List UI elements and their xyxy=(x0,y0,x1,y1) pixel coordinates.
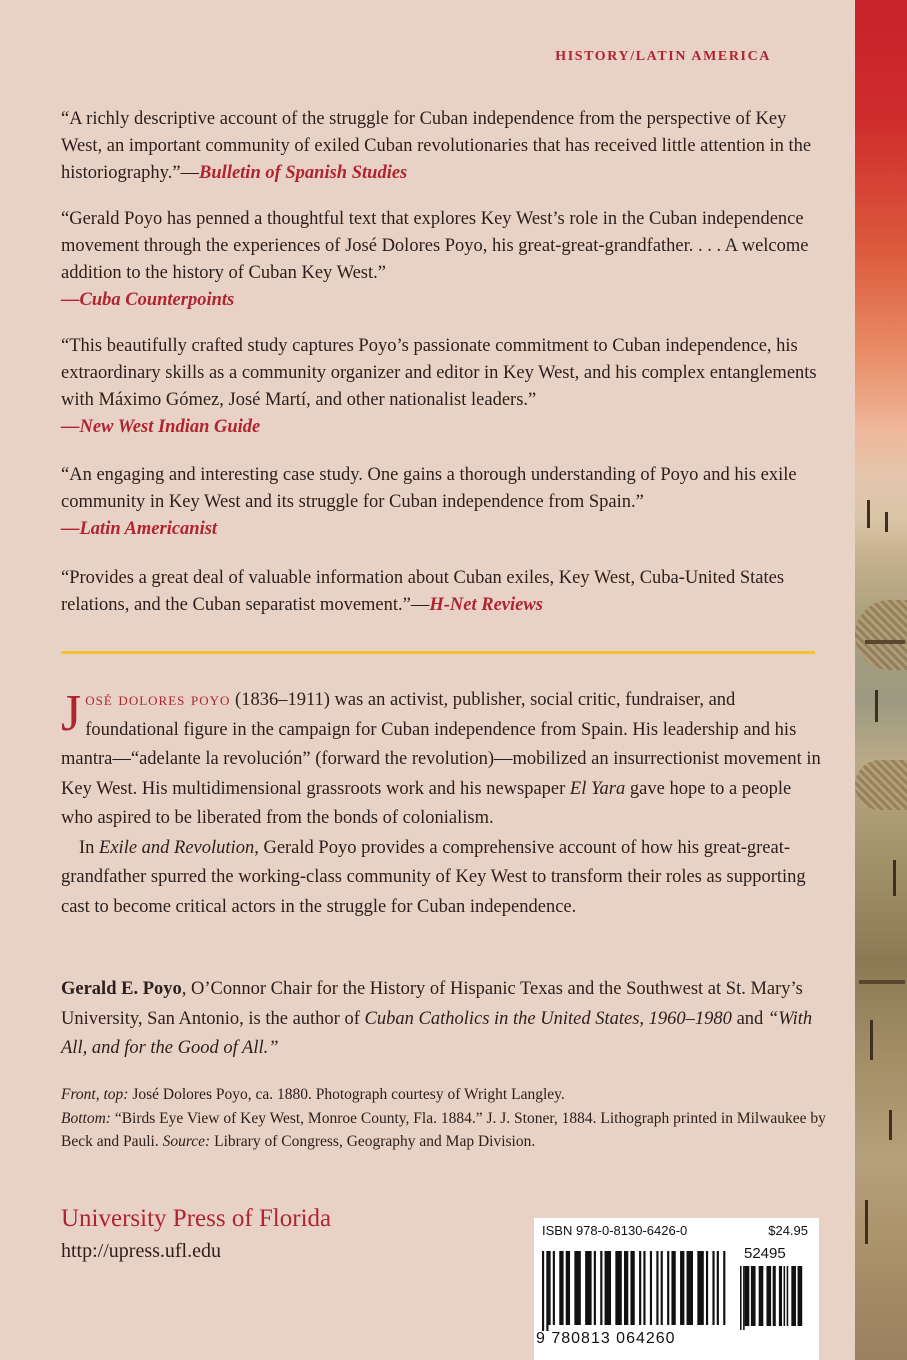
barcode-bar xyxy=(559,1251,563,1325)
drop-cap: J xyxy=(61,685,82,742)
quote-source: —Cuba Counterpoints xyxy=(61,290,235,310)
publisher-name: University Press of Florida xyxy=(61,1205,332,1232)
review-quote-3 xyxy=(61,333,821,441)
barcode-bar xyxy=(585,1251,591,1325)
barcode-bar xyxy=(630,1251,634,1325)
credit-label: Front, top: xyxy=(61,1086,129,1103)
credit-text: Library of Congress, Geography and Map Division. xyxy=(210,1133,536,1150)
description-paragraph-2 xyxy=(61,834,821,923)
bottom-credit xyxy=(61,1107,831,1154)
barcode-bar xyxy=(656,1251,658,1325)
barcode-bar xyxy=(661,1251,663,1325)
author-bio xyxy=(61,975,821,1064)
price-barcode xyxy=(740,1266,810,1330)
isbn-line xyxy=(542,1223,812,1238)
barcode-bar xyxy=(671,1251,675,1325)
quote-text: “An engaging and interesting case study. One gains a thorough understanding of Poyo and his exile community in Key West and its struggle for Cuban independence from Spain.” xyxy=(61,465,797,512)
ship-mast xyxy=(865,1200,868,1244)
barcode-bar xyxy=(759,1266,764,1326)
bio-text: , O’Connor Chair for the History of Hispanic Texas and the Southwest at St. Mary’s University, San Antonio, is the author of xyxy=(61,979,803,1029)
review-quote-2 xyxy=(61,206,821,314)
description-text: (1836–1911) was an activist, publisher, social critic, fundraiser, and foundational figure in the campaign for Cuban independence from Spain. His leadership and his mantra—“adelante la revolución” (forward the revolution)—mobilized an insurrectionist movement in Key West. His multidimensional grassroots work and his newspaper xyxy=(61,690,821,799)
barcode-bar xyxy=(553,1251,555,1325)
barcode-bar xyxy=(650,1251,652,1325)
subject-name: osé dolores poyo xyxy=(85,690,231,710)
barcode-bar xyxy=(779,1266,782,1326)
barcode-bar xyxy=(605,1251,611,1325)
barcode-bar xyxy=(615,1251,621,1325)
barcode-bar xyxy=(643,1251,645,1325)
barcode-bar xyxy=(798,1266,803,1326)
barcode-bar xyxy=(743,1266,745,1330)
island-shape xyxy=(855,760,907,810)
barcode-bar xyxy=(791,1266,796,1326)
credit-label: Bottom: xyxy=(61,1109,111,1127)
barcode-bar xyxy=(542,1251,544,1331)
ship-mast xyxy=(875,690,878,722)
barcode-bar xyxy=(773,1266,776,1326)
review-quote-4 xyxy=(61,462,821,543)
quote-text: “A richly descriptive account of the struggle for Cuban independence from the perspective of Key West, an important community of exiled Cuban revolutionaries that has received little attention in the historiography.”— xyxy=(61,109,812,183)
price-code: 52495 xyxy=(744,1245,786,1262)
barcode-bar xyxy=(787,1266,789,1326)
barcode-bar xyxy=(687,1251,693,1325)
barcode-bar xyxy=(697,1251,703,1325)
author-name: Gerald E. Poyo xyxy=(61,979,182,999)
barcode-bar xyxy=(548,1251,550,1325)
credit-text: “Birds Eye View of Key West, Monroe County, Fla. 1884.” J. J. Stoner, 1884. Lithograph printed in Milwaukee by Beck and Pauli. xyxy=(61,1109,826,1150)
description-paragraph-1 xyxy=(61,686,821,834)
ship-mast xyxy=(893,860,896,896)
divider-rule xyxy=(61,651,815,654)
quote-text: “This beautifully crafted study captures Poyo’s passionate commitment to Cuban independence, his extraordinary skills as a community organizer and editor in Key West, and his complex entanglements with Máximo Gómez, José Martí, and other nationalist leaders.” xyxy=(61,336,817,410)
pier-shape xyxy=(865,640,905,644)
cover-illustration-strip xyxy=(855,0,907,1360)
ship-mast xyxy=(867,500,870,528)
category-label: HISTORY/LATIN AMERICA xyxy=(555,49,771,64)
barcode-bar xyxy=(624,1251,628,1325)
barcode-bar xyxy=(712,1251,714,1325)
review-quote-1 xyxy=(61,106,821,187)
island-shape xyxy=(855,600,907,670)
barcode-bar xyxy=(680,1251,684,1325)
newspaper-title: El Yara xyxy=(569,778,626,799)
ship-mast xyxy=(889,1110,892,1140)
quote-text: “Provides a great deal of valuable information about Cuban exiles, Key West, Cuba-United States relations, and the Cuban separatist movement.”— xyxy=(61,568,785,615)
isbn-number: ISBN 978-0-8130-6426-0 xyxy=(542,1223,688,1238)
ean-barcode xyxy=(542,1251,734,1331)
barcode-bar xyxy=(745,1266,750,1326)
credit-label: Source: xyxy=(162,1133,211,1150)
bio-text: and xyxy=(731,1008,768,1029)
image-credits xyxy=(61,1083,831,1154)
review-quote-5 xyxy=(61,565,821,619)
barcode-bar xyxy=(723,1251,725,1325)
description-text: gave hope to a people who aspired to be liberated from the bonds of colonialism. xyxy=(61,778,792,828)
barcode-bar xyxy=(600,1251,602,1325)
barcode-bar xyxy=(706,1251,708,1325)
credit-text: José Dolores Poyo, ca. 1880. Photograph courtesy of Wright Langley. xyxy=(128,1086,565,1103)
barcode-bar xyxy=(784,1266,786,1326)
barcode-bar xyxy=(717,1251,719,1325)
barcode-bar xyxy=(546,1251,548,1331)
barcode-bar xyxy=(566,1251,570,1325)
barcode-bar xyxy=(594,1251,596,1325)
ean-digits: 9 780813 064260 xyxy=(536,1330,676,1347)
barcode-bar xyxy=(667,1251,669,1325)
barcode-bar xyxy=(740,1266,742,1330)
description-text: In xyxy=(79,837,100,858)
pier-shape xyxy=(859,980,905,984)
ship-mast xyxy=(885,512,888,532)
barcode-bar xyxy=(766,1266,771,1326)
barcode-bar xyxy=(574,1251,580,1325)
quote-source: Bulletin of Spanish Studies xyxy=(199,163,408,183)
barcode-bar xyxy=(751,1266,756,1326)
ship-mast xyxy=(870,1020,873,1060)
barcode-panel xyxy=(534,1218,819,1360)
front-credit xyxy=(61,1083,831,1107)
book-title: Exile and Revolution xyxy=(99,837,255,858)
barcode-bar xyxy=(639,1251,641,1325)
author-book-1: Cuban Catholics in the United States, 1960–1980 xyxy=(364,1008,732,1029)
price-label: $24.95 xyxy=(768,1223,808,1238)
quote-source: H-Net Reviews xyxy=(429,595,543,615)
quote-text: “Gerald Poyo has penned a thoughtful text that explores Key West’s role in the Cuban independence movement through the experiences of José Dolores Poyo, his great-great-grandfather. . . . A welcome addition to the history of Cuban Key West.” xyxy=(61,209,809,283)
quote-source: —Latin Americanist xyxy=(61,519,218,539)
book-description xyxy=(61,686,821,922)
description-text: , Gerald Poyo provides a comprehensive account of how his great-great-grandfather spurred the working-class community of Key West to transform their roles as supporting cast to become critical actors in the struggle for Cuban independence. xyxy=(61,837,806,917)
publisher-url[interactable]: http://upress.ufl.edu xyxy=(61,1240,221,1262)
author-book-2: “With All, and for the Good of All.” xyxy=(61,1008,813,1058)
quote-source: —New West Indian Guide xyxy=(61,417,261,437)
